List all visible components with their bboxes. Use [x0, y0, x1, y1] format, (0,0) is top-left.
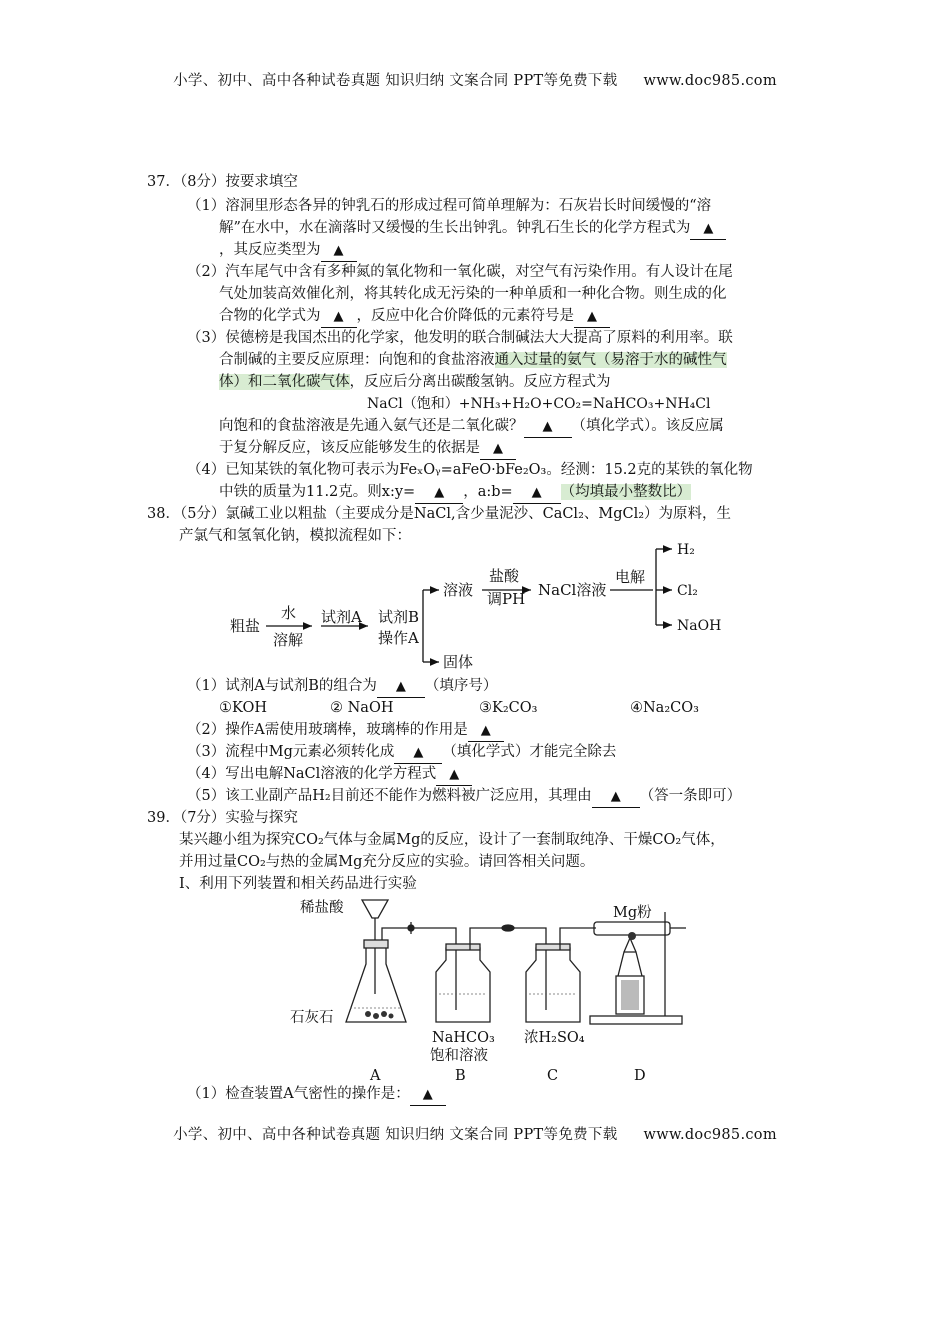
q37-p1-line1: （1）溶洞里形态各异的钟乳石的形成过程可简单理解为：石灰岩长时间缓慢的“溶 [187, 198, 712, 214]
answer-blank[interactable]: ▲ [321, 240, 357, 262]
label-saturated-solution: 饱和溶液 [430, 1048, 488, 1064]
q37-p3-line5: 向饱和的食盐溶液是先通入氨气还是二氧化碳？ ▲ （填化学式）。该反应属 [219, 416, 724, 438]
highlight: 体）和二氧化碳气体 [219, 374, 350, 390]
q37-p4-line2: 中铁的质量为11.2克。则x:y= ▲ ，a:b= ▲ （均填最小整数比） [219, 482, 691, 504]
flow-nacl-solution: NaCl溶液 [538, 581, 607, 599]
q39-title: 39．（7分）实验与探究 [147, 810, 298, 826]
q38-option-3: ③K₂CO₃ [479, 700, 538, 716]
q37-p3-line2: 合制碱的主要反应原理：向饱和的食盐溶液通入过量的氨气（易溶于水的碱性气 [219, 352, 727, 368]
q38-option-4: ④Na₂CO₃ [630, 700, 699, 716]
answer-blank[interactable]: ▲ [592, 786, 640, 808]
label-dilute-hcl: 稀盐酸 [300, 900, 344, 916]
flow-adjust-ph: 调PH [487, 590, 526, 608]
q37-p2-line1: （2）汽车尾气中含有多种氮的氧化物和一氧化碳，对空气有污染作用。有人设计在尾 [187, 264, 733, 280]
flow-solution: 溶液 [443, 581, 474, 599]
label-apparatus-d: D [634, 1068, 646, 1084]
q39-intro-line1: 某兴趣小组为探究CO₂气体与金属Mg的反应，设计了一套制取纯净、干燥CO₂气体， [179, 832, 725, 848]
footer-text: 小学、初中、高中各种试卷真题 知识归纳 文案合同 PPT等免费下载 [173, 1127, 618, 1143]
label-conc-h2so4: 浓H₂SO₄ [524, 1030, 585, 1046]
answer-blank[interactable]: ▲ [377, 676, 425, 698]
flow-h2: H₂ [677, 542, 695, 558]
q38-title-line1: 38．（5分）氯碱工业以粗盐（主要成分是NaCl,含少量泥沙、CaCl₂、MgCl₂）为原料，生 [147, 506, 732, 522]
flow-electrolysis: 电解 [615, 568, 646, 586]
answer-blank[interactable]: ▲ [513, 482, 561, 504]
page-footer [0, 1123, 950, 1144]
q39-s1: （1）检查装置A气密性的操作是： ▲ [187, 1084, 446, 1106]
q38-s3: （3）流程中Mg元素必须转化成 ▲ （填化学式）才能完全除去 [187, 742, 616, 764]
q38-title-line2: 产氯气和氢氧化钠，模拟流程如下： [179, 528, 411, 544]
answer-blank[interactable]: ▲ [690, 218, 726, 240]
flow-crude-salt: 粗盐 [230, 617, 261, 635]
header-url[interactable]: www.doc985.com [643, 73, 777, 89]
answer-blank[interactable]: ▲ [468, 720, 504, 742]
flow-cl2: Cl₂ [677, 583, 698, 599]
answer-blank[interactable]: ▲ [394, 742, 442, 764]
answer-blank[interactable]: ▲ [321, 306, 357, 328]
label-apparatus-b: B [455, 1068, 466, 1084]
flow-water: 水 [281, 604, 297, 622]
q38-option-2: ② NaOH [330, 700, 394, 716]
q39-intro-line2: 并用过量CO₂与热的金属Mg充分反应的实验。请回答相关问题。 [179, 854, 595, 870]
q37-equation: NaCl（饱和）+NH₃+H₂O+CO₂=NaHCO₃+NH₄Cl [367, 396, 711, 412]
label-mg-powder: Mg粉 [613, 905, 652, 921]
flow-operation-a: 操作A [378, 629, 419, 647]
highlight: 通入过量的氨气（易溶于水的碱性气 [494, 352, 727, 368]
label-apparatus-c: C [547, 1068, 559, 1084]
flow-solid: 固体 [443, 653, 474, 671]
q37-title: 37．（8分）按要求填空 [147, 174, 298, 190]
answer-blank[interactable]: ▲ [524, 416, 572, 438]
q37-p4-line1: （4）已知某铁的氧化物可表示为FeₓOᵧ=aFeO·bFe₂O₃。经测：15.2克的某铁的氧化物 [187, 462, 753, 478]
q38-s4: （4）写出电解NaCl溶液的化学方程式 ▲ [187, 764, 472, 786]
label-limestone: 石灰石 [290, 1010, 334, 1026]
flow-reagent-b: 试剂B [378, 608, 420, 626]
answer-blank[interactable]: ▲ [436, 764, 472, 786]
flow-hcl: 盐酸 [489, 567, 520, 585]
q37-p2-line3: 合物的化学式为 ▲ ，反应中化合价降低的元素符号是 ▲ [219, 306, 610, 328]
q37-p3-line1: （3）侯德榜是我国杰出的化学家，他发明的联合制碱法大大提高了原料的利用率。联 [187, 330, 733, 346]
label-nahco3: NaHCO₃ [432, 1030, 495, 1046]
answer-blank[interactable]: ▲ [410, 1084, 446, 1106]
q37-p3-line3: 体）和二氧化碳气体，反应后分离出碳酸氢钠。反应方程式为 [219, 374, 611, 390]
q39-part1: Ⅰ、利用下列装置和相关药品进行实验 [179, 876, 417, 892]
q37-p3-line6: 于复分解反应，该反应能够发生的依据是 ▲ [219, 438, 516, 460]
q38-s1: （1）试剂A与试剂B的组合为 ▲ （填序号） [187, 676, 497, 698]
q38-s5: （5）该工业副产品H₂目前还不能作为燃料被广泛应用，其理由 ▲ （答一条即可） [187, 786, 741, 808]
q37-p1-line3: ，其反应类型为 ▲ [219, 240, 357, 262]
highlight: （均填最小整数比） [560, 484, 692, 500]
flow-naoh: NaOH [677, 618, 722, 634]
answer-blank[interactable]: ▲ [574, 306, 610, 328]
q38-option-1: ①KOH [219, 700, 267, 716]
q38-s2: （2）操作A需使用玻璃棒，玻璃棒的作用是 ▲ [187, 720, 504, 742]
label-apparatus-a: A [370, 1068, 381, 1084]
answer-blank[interactable]: ▲ [415, 482, 463, 504]
flow-dissolve: 溶解 [273, 631, 304, 649]
q37-p1-line2: 解”在水中，水在滴落时又缓慢的生长出钟乳。钟乳石生长的化学方程式为 ▲ [219, 218, 726, 240]
q37-p2-line2: 气处加装高效催化剂，将其转化成无污染的一种单质和一种化合物。则生成的化 [219, 286, 727, 302]
flow-reagent-a: 试剂A [321, 608, 362, 626]
footer-url[interactable]: www.doc985.com [643, 1127, 777, 1143]
header-text: 小学、初中、高中各种试卷真题 知识归纳 文案合同 PPT等免费下载 [173, 73, 618, 89]
answer-blank[interactable]: ▲ [480, 438, 516, 460]
